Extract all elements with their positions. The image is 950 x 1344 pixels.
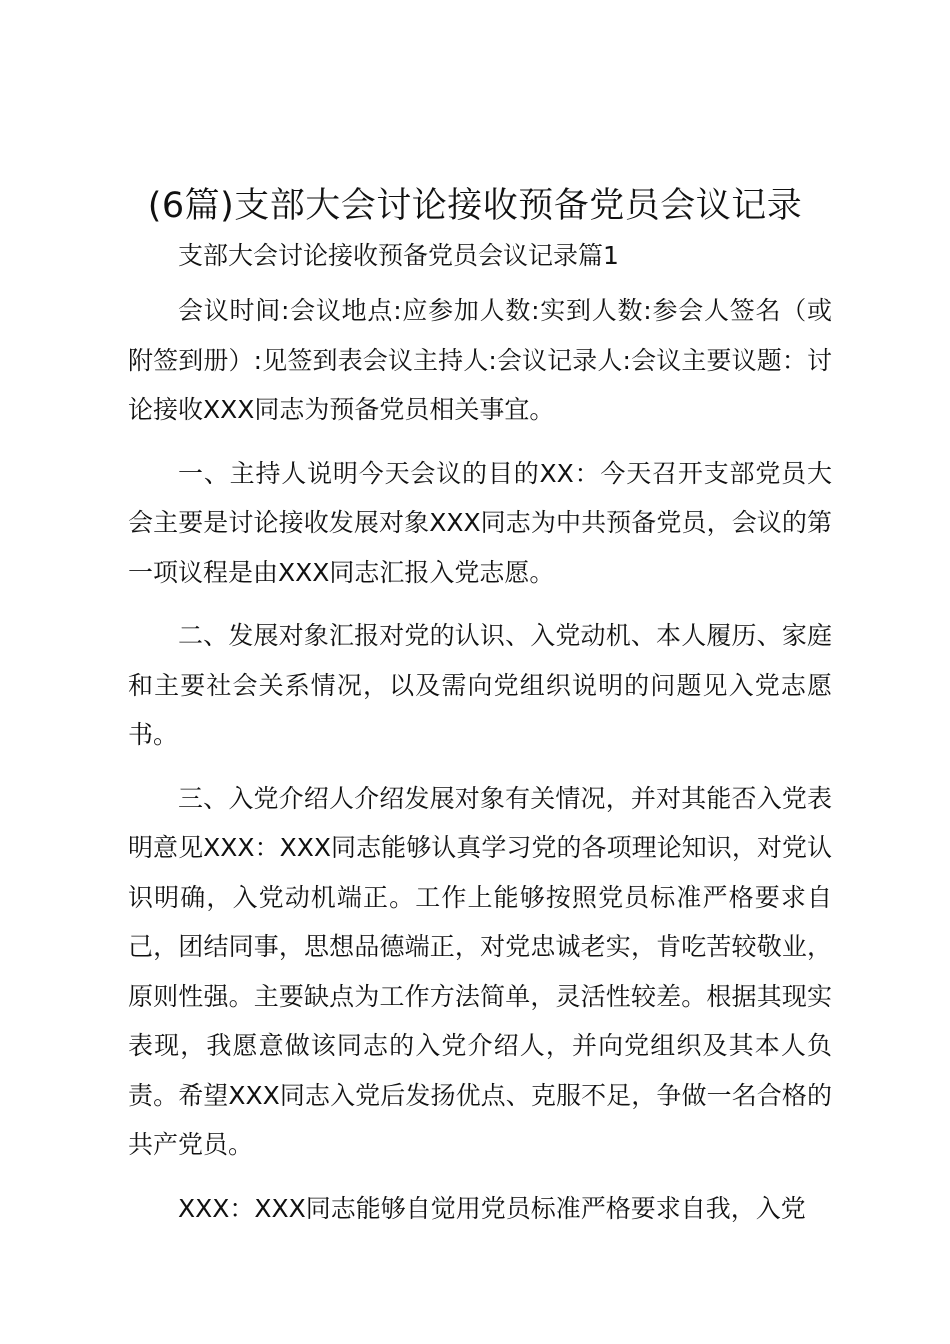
paragraph-item-two: 二、发展对象汇报对党的认识、入党动机、本人履历、家庭和主要社会关系情况，以及需向党组织说明的问题见入党志愿书。 [128, 621, 832, 749]
paragraph-introducer-opinion: XXX：XXX同志能够自觉用党员标准严格要求自我，入党 [178, 1193, 806, 1223]
document-title: (6篇)支部大会讨论接收预备党员会议记录 [147, 186, 803, 226]
document-body [128, 286, 832, 1247]
paragraph-meeting-info: 会议时间:会议地点:应参加人数:实到人数:参会人签名（或附签到册）:见签到表会议主持人:会议记录人:会议主要议题：讨论接收XXX同志为预备党员相关事宜。 [128, 296, 832, 424]
paragraph-item-one: 一、主持人说明今天会议的目的XX：今天召开支部党员大会主要是讨论接收发展对象XXX同志为中共预备党员，会议的第一项议程是由XXX同志汇报入党志愿。 [128, 458, 832, 587]
document-subtitle: 支部大会讨论接收预备党员会议记录篇1 [178, 241, 619, 270]
paragraph-item-three: 三、入党介绍人介绍发展对象有关情况，并对其能否入党表明意见XXX：XXX同志能够认真学习党的各项理论知识，对党认识明确，入党动机端正。工作上能够按照党员标准严格要求自己，团结同事，思想品德端正，对党忠诚老实，肯吃苦较敬业，原则性强。主要缺点为工作方法简单，灵活性较差。根据其现实表现，我愿意做该同志的入党介绍人，并向党组织及其本人负责。希望XXX同志入党后发扬优点、克服不足，争做一名合格的共产党员。 [128, 783, 832, 1159]
